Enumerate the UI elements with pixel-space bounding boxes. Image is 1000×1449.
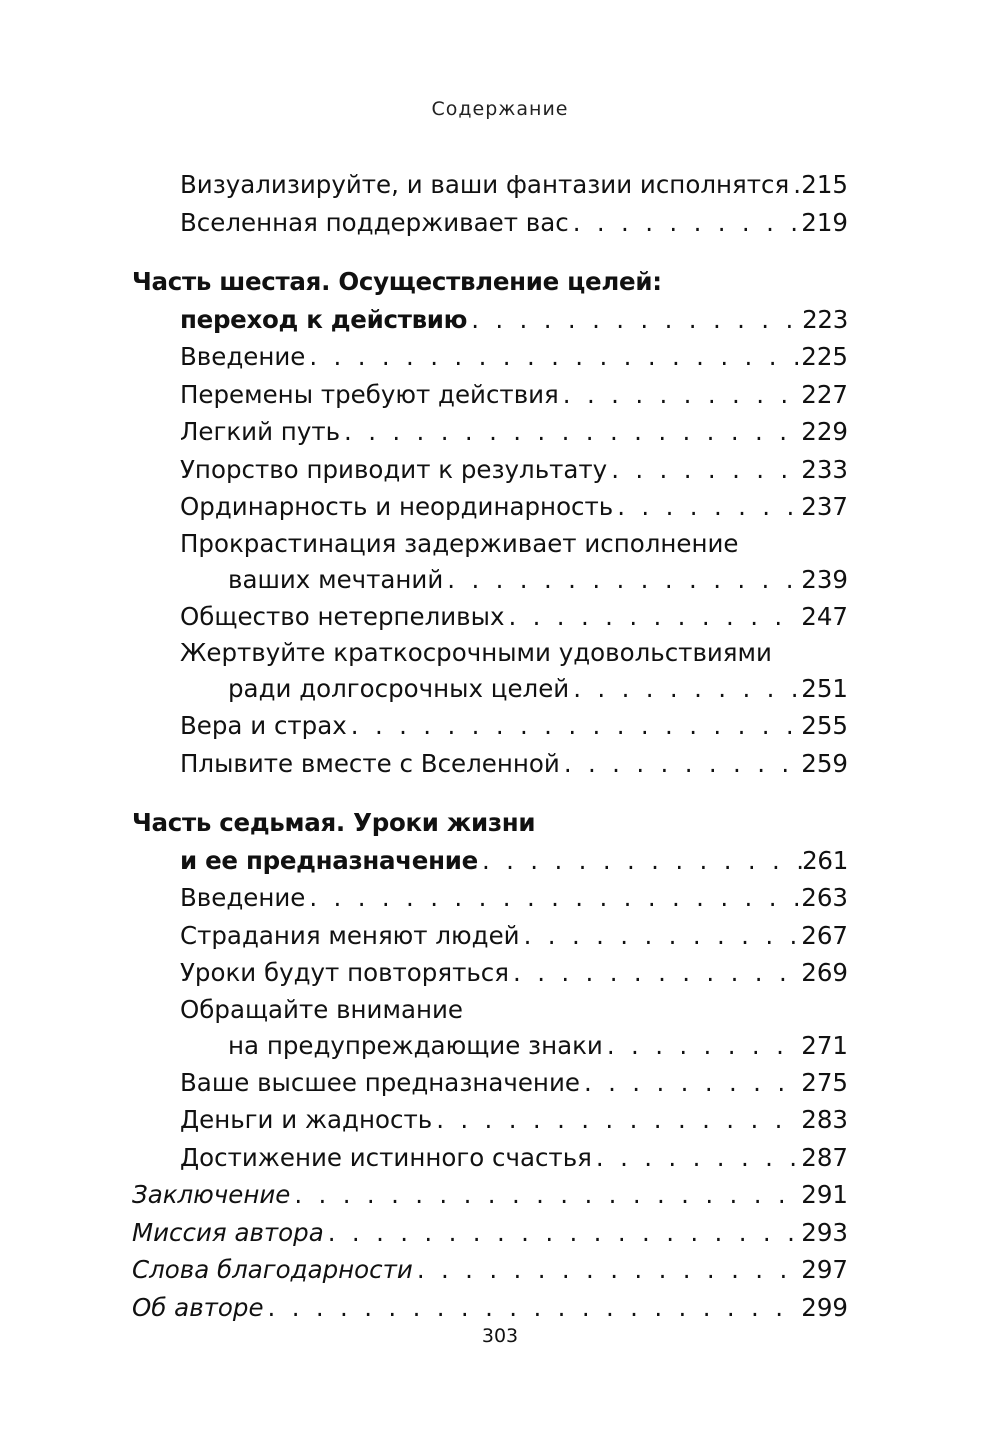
table-of-contents (132, 166, 848, 1326)
toc-entry[interactable] (132, 745, 848, 783)
leader-dots (340, 413, 801, 451)
leader-dots (432, 1101, 801, 1139)
toc-entry-title: Легкий путь (180, 417, 341, 446)
leader-dots (592, 1139, 801, 1177)
leader-dots (569, 671, 801, 707)
backmatter-page: 299 (801, 1292, 848, 1322)
leader-dots (467, 301, 802, 339)
toc-entry-page: 247 (801, 601, 848, 631)
toc-entry-title: Визуализируйте, и ваши фантазии исполнятся (180, 170, 790, 199)
backmatter-page: 291 (801, 1180, 848, 1209)
toc-entry-title-continued: на предупреждающие знаки (228, 1030, 603, 1060)
toc-entry-page: 271 (801, 1030, 848, 1060)
toc-entry[interactable] (132, 917, 848, 955)
leader-dots (290, 1176, 801, 1214)
part-heading[interactable] (132, 804, 848, 842)
toc-entry-title: Уроки будут повторяться (180, 958, 510, 987)
toc-entry-title: Общество нетерпеливых (180, 601, 505, 631)
part-title[interactable] (132, 301, 848, 339)
toc-entry[interactable] (132, 1101, 848, 1139)
toc-entry-title: Деньги и жадность (180, 1105, 433, 1134)
toc-entry[interactable] (132, 376, 848, 414)
toc-entry-page: 275 (801, 1067, 848, 1097)
toc-entry-title: Обращайте внимание (180, 994, 463, 1024)
toc-entry-title: Прокрастинация задерживает исполнение (180, 528, 739, 558)
toc-entry-title-continued: ради долгосрочных целей (228, 674, 570, 703)
toc-entry[interactable] (132, 954, 848, 992)
toc-entry-title-continued: ваших мечтаний (228, 564, 444, 594)
leader-dots (559, 376, 801, 414)
part-page: 223 (802, 304, 848, 334)
toc-entry-wrapped-second-line[interactable] (132, 671, 848, 707)
backmatter-entry[interactable] (132, 1176, 848, 1214)
toc-entry[interactable] (132, 1064, 848, 1102)
leader-dots (443, 562, 801, 598)
toc-entry-page: 255 (801, 711, 848, 740)
toc-entry-title: Ваше высшее предназначение (180, 1067, 580, 1097)
toc-entry-page: 267 (801, 920, 848, 950)
part-heading[interactable] (132, 263, 848, 301)
backmatter-entry[interactable] (132, 1251, 848, 1289)
toc-entry[interactable] (132, 413, 848, 451)
toc-entry-wrapped-first-line[interactable] (132, 992, 848, 1028)
toc-entry[interactable] (132, 879, 848, 917)
toc-entry-page: 259 (801, 748, 848, 778)
backmatter-title: Заключение (132, 1180, 291, 1209)
toc-entry-page: 263 (801, 883, 848, 912)
toc-entry-page: 225 (801, 342, 848, 371)
part-title[interactable] (132, 842, 848, 880)
toc-entry-page: 239 (801, 564, 848, 594)
toc-entry-title: Перемены требуют действия (180, 379, 559, 409)
toc-entry-title: Жертвуйте краткосрочными удовольствиями (180, 638, 772, 667)
toc-entry-page: 233 (801, 454, 848, 484)
leader-dots (509, 954, 801, 992)
toc-entry-wrapped-second-line[interactable] (132, 562, 848, 598)
part-heading-text: Часть шестая. Осуществление целей: (132, 267, 662, 296)
toc-entry-page: 227 (801, 379, 848, 409)
leader-dots (569, 204, 802, 242)
leader-dots (580, 1064, 801, 1102)
backmatter-title: Слова благодарности (132, 1255, 413, 1284)
toc-entry-title: Введение (180, 883, 306, 912)
toc-entry-wrapped-second-line[interactable] (132, 1028, 848, 1064)
toc-entry[interactable] (132, 598, 848, 636)
toc-entry[interactable] (132, 166, 848, 204)
toc-entry-page: 251 (801, 674, 848, 703)
part-title-text: и ее предназначение (180, 845, 478, 875)
toc-entry-page: 269 (801, 958, 848, 987)
backmatter-entry[interactable] (132, 1289, 848, 1327)
running-head: Содержание (431, 98, 569, 120)
toc-entry[interactable] (132, 451, 848, 489)
toc-entry-wrapped-first-line[interactable] (132, 635, 848, 671)
backmatter-page: 297 (801, 1255, 848, 1284)
toc-entry-title: Страдания меняют людей (180, 920, 520, 950)
toc-entry-page: 229 (801, 417, 848, 446)
toc-entry-title: Введение (180, 342, 306, 371)
toc-entry[interactable] (132, 204, 848, 242)
toc-entry-page: 215 (801, 170, 848, 199)
toc-entry[interactable] (132, 707, 848, 745)
leader-dots (603, 1028, 801, 1064)
leader-dots (607, 451, 801, 489)
toc-entry-title: Упорство приводит к результату (180, 454, 608, 484)
toc-entry-page: 283 (801, 1105, 848, 1134)
toc-entry-page: 237 (801, 492, 848, 521)
toc-entry-title: Вера и страх (180, 711, 347, 740)
part-heading-text: Часть седьмая. Уроки жизни (132, 808, 536, 837)
backmatter-title: Об авторе (132, 1292, 264, 1322)
leader-dots (789, 166, 801, 204)
leader-dots (478, 842, 802, 880)
toc-entry[interactable] (132, 338, 848, 376)
leader-dots (305, 879, 801, 917)
toc-entry-title: Ординарность и неординарность (180, 492, 614, 521)
backmatter-page: 293 (801, 1217, 848, 1247)
backmatter-entry[interactable] (132, 1214, 848, 1252)
backmatter-title: Миссия автора (132, 1217, 324, 1247)
leader-dots (520, 917, 802, 955)
toc-entry-title: Вселенная поддерживает вас (180, 207, 569, 237)
leader-dots (324, 1214, 802, 1252)
page-number: 303 (481, 1325, 519, 1347)
leader-dots (613, 488, 801, 526)
leader-dots (413, 1251, 801, 1289)
toc-entry-title: Достижение истинного счастья (180, 1142, 592, 1172)
toc-entry-page: 219 (801, 207, 848, 237)
toc-entry[interactable] (132, 1139, 848, 1177)
part-page: 261 (802, 845, 848, 875)
leader-dots (264, 1289, 802, 1327)
toc-entry-title: Плывите вместе с Вселенной (180, 748, 560, 778)
leader-dots (305, 338, 801, 376)
toc-entry[interactable] (132, 488, 848, 526)
part-title-text: переход к действию (180, 304, 468, 334)
toc-entry-wrapped-first-line[interactable] (132, 526, 848, 562)
leader-dots (347, 707, 801, 745)
leader-dots (504, 598, 801, 636)
leader-dots (560, 745, 801, 783)
toc-entry-page: 287 (801, 1142, 848, 1172)
